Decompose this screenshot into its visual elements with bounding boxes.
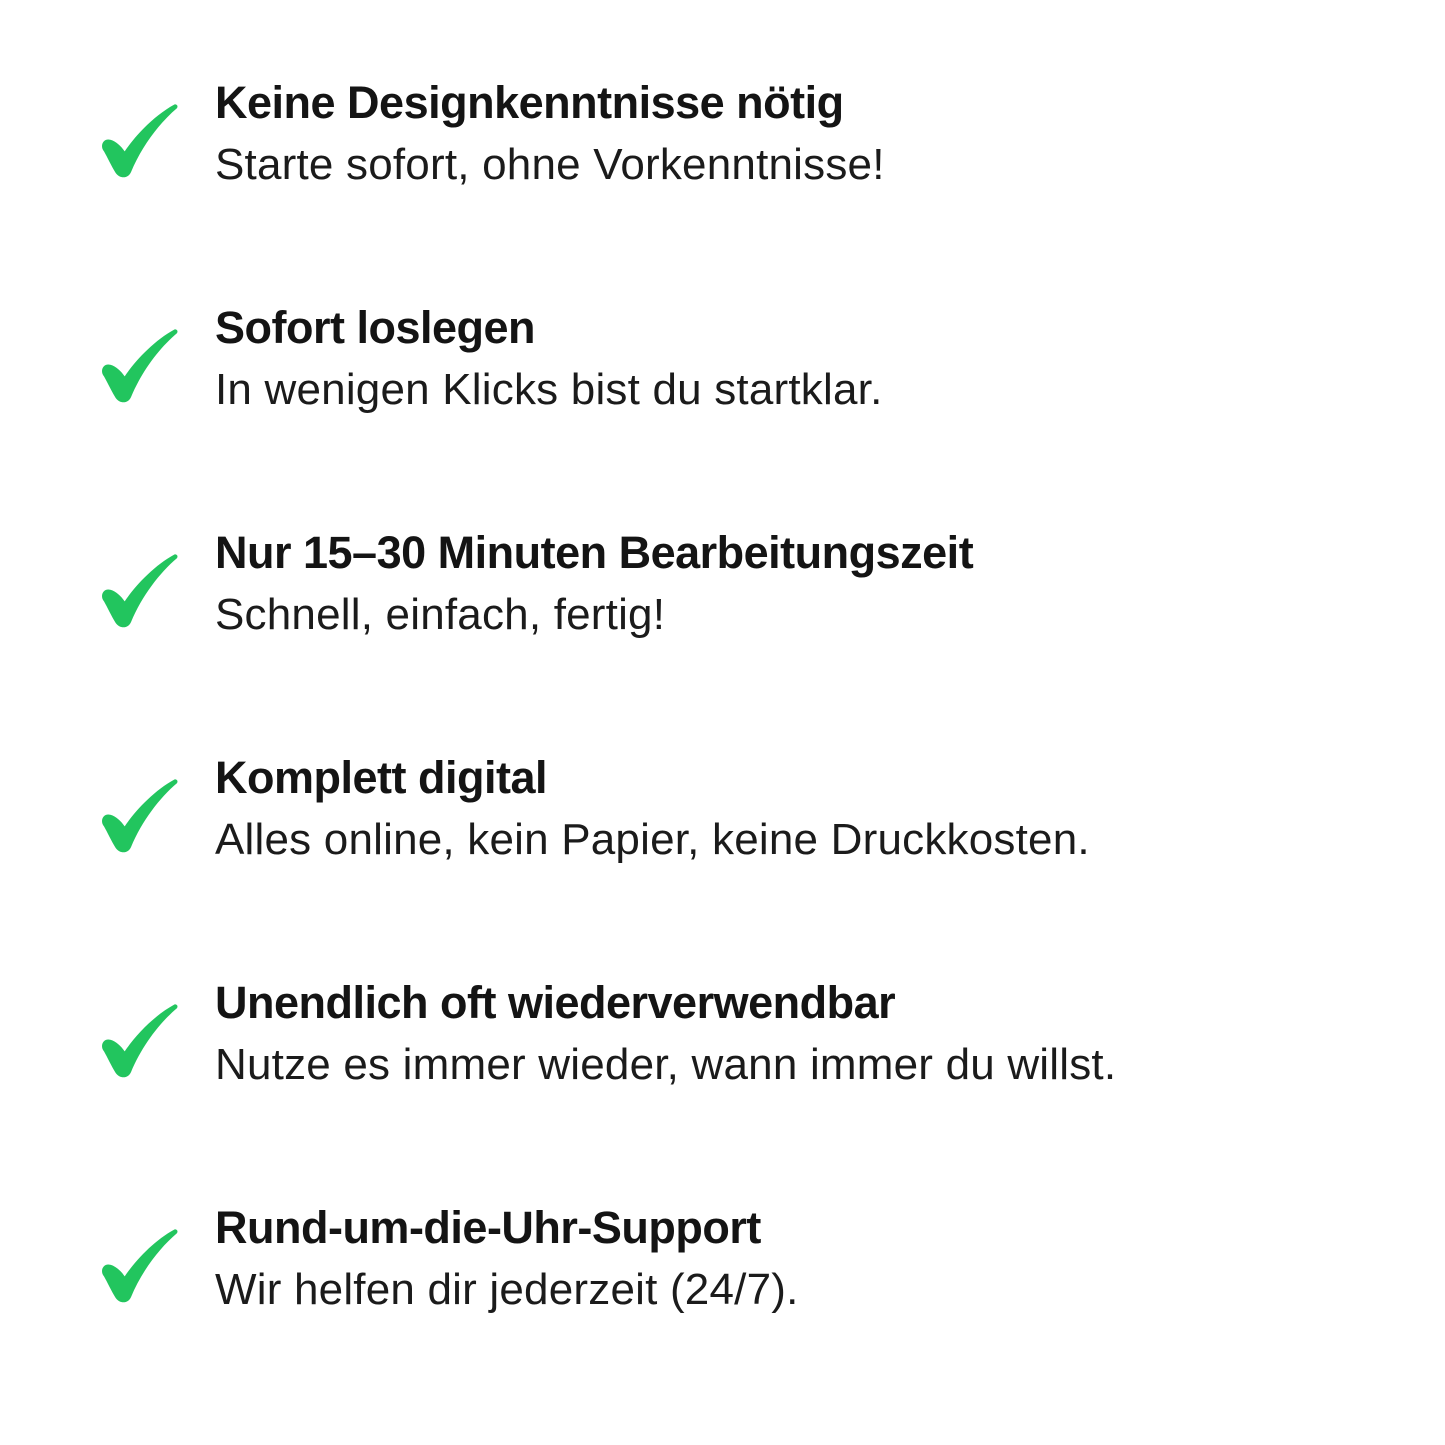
feature-text xyxy=(215,1203,799,1316)
feature-text xyxy=(215,753,1090,866)
feature-subtitle: Wir helfen dir jederzeit (24/7). xyxy=(215,1265,799,1315)
feature-subtitle: Alles online, kein Papier, keine Druckkosten. xyxy=(215,815,1090,865)
feature-subtitle: Nutze es immer wieder, wann immer du willst. xyxy=(215,1040,1117,1090)
feature-title: Keine Designkenntnisse nötig xyxy=(215,77,844,128)
feature-title: Nur 15–30 Minuten Bearbeitungszeit xyxy=(215,526,974,578)
checkmark-icon xyxy=(95,1000,185,1092)
checkmark-icon xyxy=(95,325,185,417)
feature-text xyxy=(215,303,883,416)
feature-text xyxy=(215,78,885,191)
feature-item xyxy=(95,303,1405,416)
checkmark-icon xyxy=(95,1225,185,1317)
feature-title: Sofort loslegen xyxy=(215,301,536,353)
feature-subtitle: Schnell, einfach, fertig! xyxy=(215,590,666,640)
feature-title: Unendlich oft wiederverwendbar xyxy=(215,976,896,1028)
feature-item xyxy=(95,978,1405,1091)
feature-text xyxy=(215,528,973,641)
feature-item xyxy=(95,528,1405,641)
checkmark-icon xyxy=(95,100,185,192)
feature-item xyxy=(95,1203,1405,1316)
feature-item xyxy=(95,753,1405,866)
feature-title: Komplett digital xyxy=(215,751,547,803)
feature-subtitle: Starte sofort, ohne Vorkenntnisse! xyxy=(215,140,885,190)
feature-item xyxy=(95,78,1405,191)
checkmark-icon xyxy=(95,550,185,642)
feature-title: Rund-um-die-Uhr-Support xyxy=(215,1201,761,1253)
feature-subtitle: In wenigen Klicks bist du startklar. xyxy=(215,365,883,415)
checkmark-icon xyxy=(95,775,185,867)
feature-text xyxy=(215,978,1116,1091)
